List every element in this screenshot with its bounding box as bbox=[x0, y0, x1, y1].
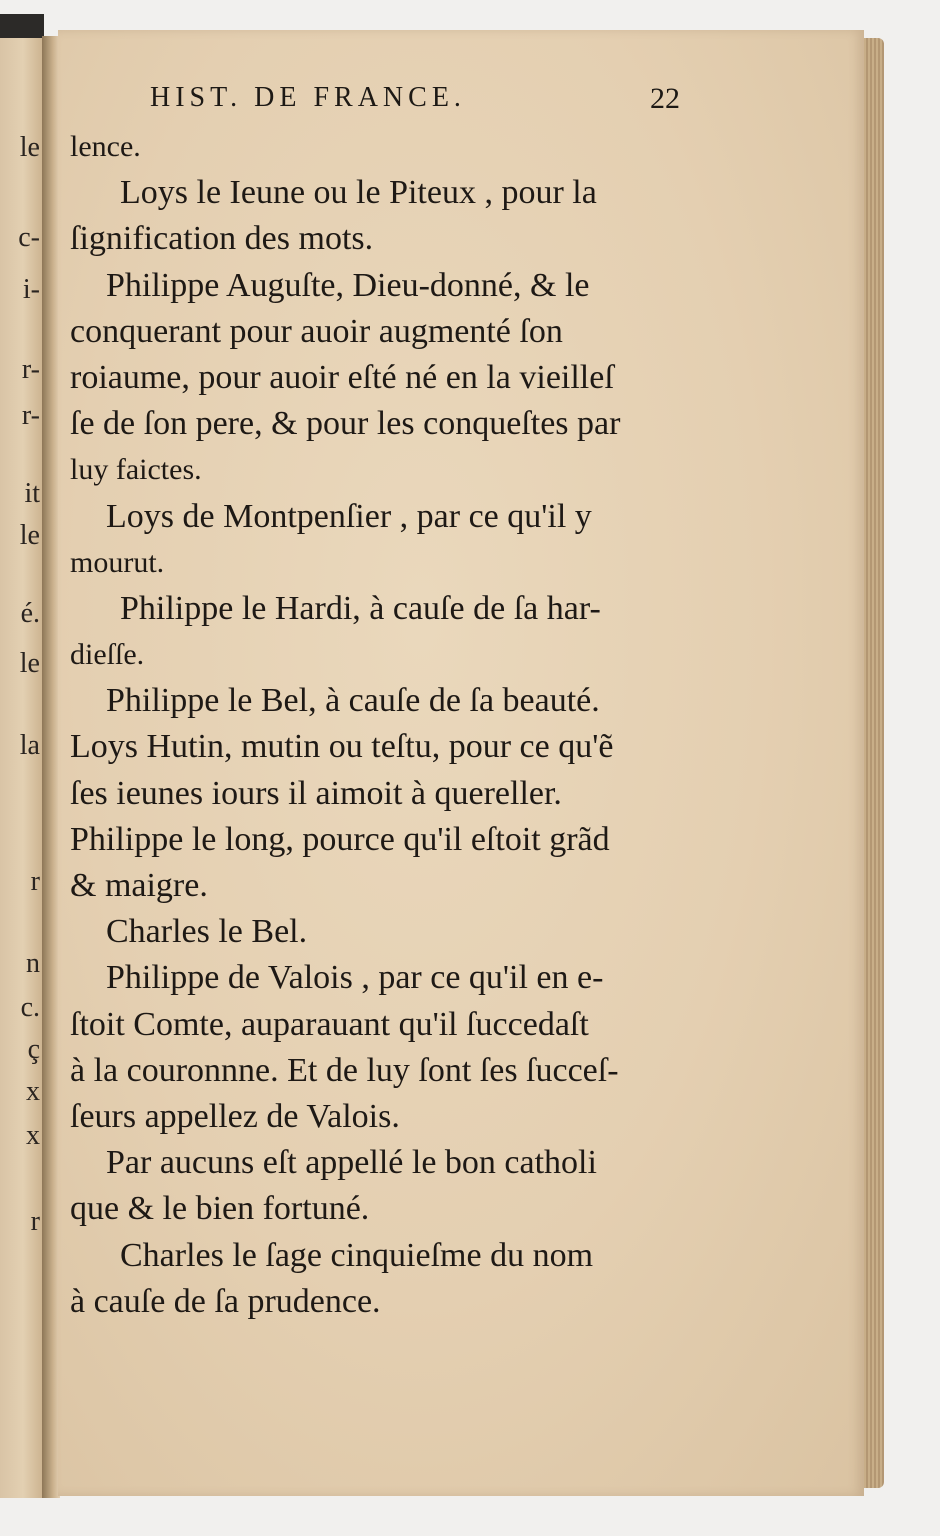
left-fragment: le bbox=[19, 132, 40, 163]
text-line: que & le bien fortuné. bbox=[70, 1190, 370, 1228]
text-line: Par aucuns eſt appellé le bon catholi bbox=[106, 1144, 597, 1182]
left-fragment: le bbox=[19, 520, 40, 551]
left-fragment: é. bbox=[20, 598, 40, 629]
left-fragment: la bbox=[19, 730, 40, 761]
left-fragment: x bbox=[26, 1076, 40, 1107]
text-line: Philippe de Valois , par ce qu'il en e- bbox=[106, 959, 604, 997]
text-line: Loys de Montpenſier , par ce qu'il y bbox=[106, 497, 592, 535]
running-head: HIST. DE FRANCE. bbox=[150, 82, 466, 113]
text-line: luy faictes. bbox=[70, 453, 202, 487]
text-line: lence. bbox=[70, 130, 141, 163]
left-fragment: r bbox=[30, 866, 40, 897]
left-fragment: r- bbox=[21, 354, 40, 385]
text-line: mourut. bbox=[70, 545, 165, 579]
left-fragment: x bbox=[26, 1120, 40, 1151]
text-line: conquerant pour auoir augmenté ſon bbox=[70, 312, 563, 350]
left-fragment: it bbox=[24, 478, 40, 509]
text-line: Philippe le Hardi, à cauſe de ſa har- bbox=[120, 589, 601, 627]
text-line: ſeurs appellez de Valois. bbox=[70, 1097, 400, 1135]
left-page-edge bbox=[0, 38, 44, 1498]
text-line: Loys le Ieune ou le Piteux , pour la bbox=[120, 174, 597, 212]
page-header bbox=[150, 82, 680, 122]
left-fragment: i- bbox=[22, 274, 40, 305]
left-fragment: r bbox=[30, 1206, 40, 1237]
left-fragment: n bbox=[26, 948, 40, 979]
page-edges bbox=[864, 38, 884, 1488]
text-line: ſignification des mots. bbox=[70, 220, 374, 258]
text-line: roiaume, pour auoir eſté né en la vieilleſ bbox=[70, 358, 614, 396]
text-line: dieſſe. bbox=[70, 638, 145, 672]
left-page-text-fragments bbox=[0, 38, 42, 1498]
body-text bbox=[70, 124, 680, 1325]
left-fragment: le bbox=[19, 648, 40, 679]
text-line: à cauſe de ſa prudence. bbox=[70, 1282, 381, 1320]
text-line: Philippe le long, pource qu'il eſtoit grãd bbox=[70, 820, 610, 858]
text-line: & maigre. bbox=[70, 867, 208, 904]
page-number: 22 bbox=[650, 82, 680, 115]
left-fragment: c. bbox=[20, 992, 40, 1023]
text-line: Charles le Bel. bbox=[106, 913, 308, 951]
text-line: Loys Hutin, mutin ou teſtu, pour ce qu'ẽ bbox=[70, 728, 614, 766]
text-line: ſtoit Comte, auparauant qu'il ſuccedaſt bbox=[70, 1005, 589, 1043]
left-fragment: c- bbox=[18, 222, 40, 253]
text-line: à la couronnne. Et de luy ſont ſes ſucceſ- bbox=[70, 1051, 619, 1089]
text-line: Charles le ſage cinquieſme du nom bbox=[120, 1236, 594, 1274]
text-line: Philippe Auguſte, Dieu-donné, & le bbox=[106, 266, 590, 304]
left-fragment: ç bbox=[27, 1034, 40, 1065]
text-line: ſe de ſon pere, & pour les conqueſtes par bbox=[70, 405, 621, 443]
text-line: Philippe le Bel, à cauſe de ſa beauté. bbox=[106, 682, 600, 720]
left-fragment: r- bbox=[21, 400, 40, 431]
text-line: ſes ieunes iours il aimoit à quereller. bbox=[70, 774, 562, 812]
